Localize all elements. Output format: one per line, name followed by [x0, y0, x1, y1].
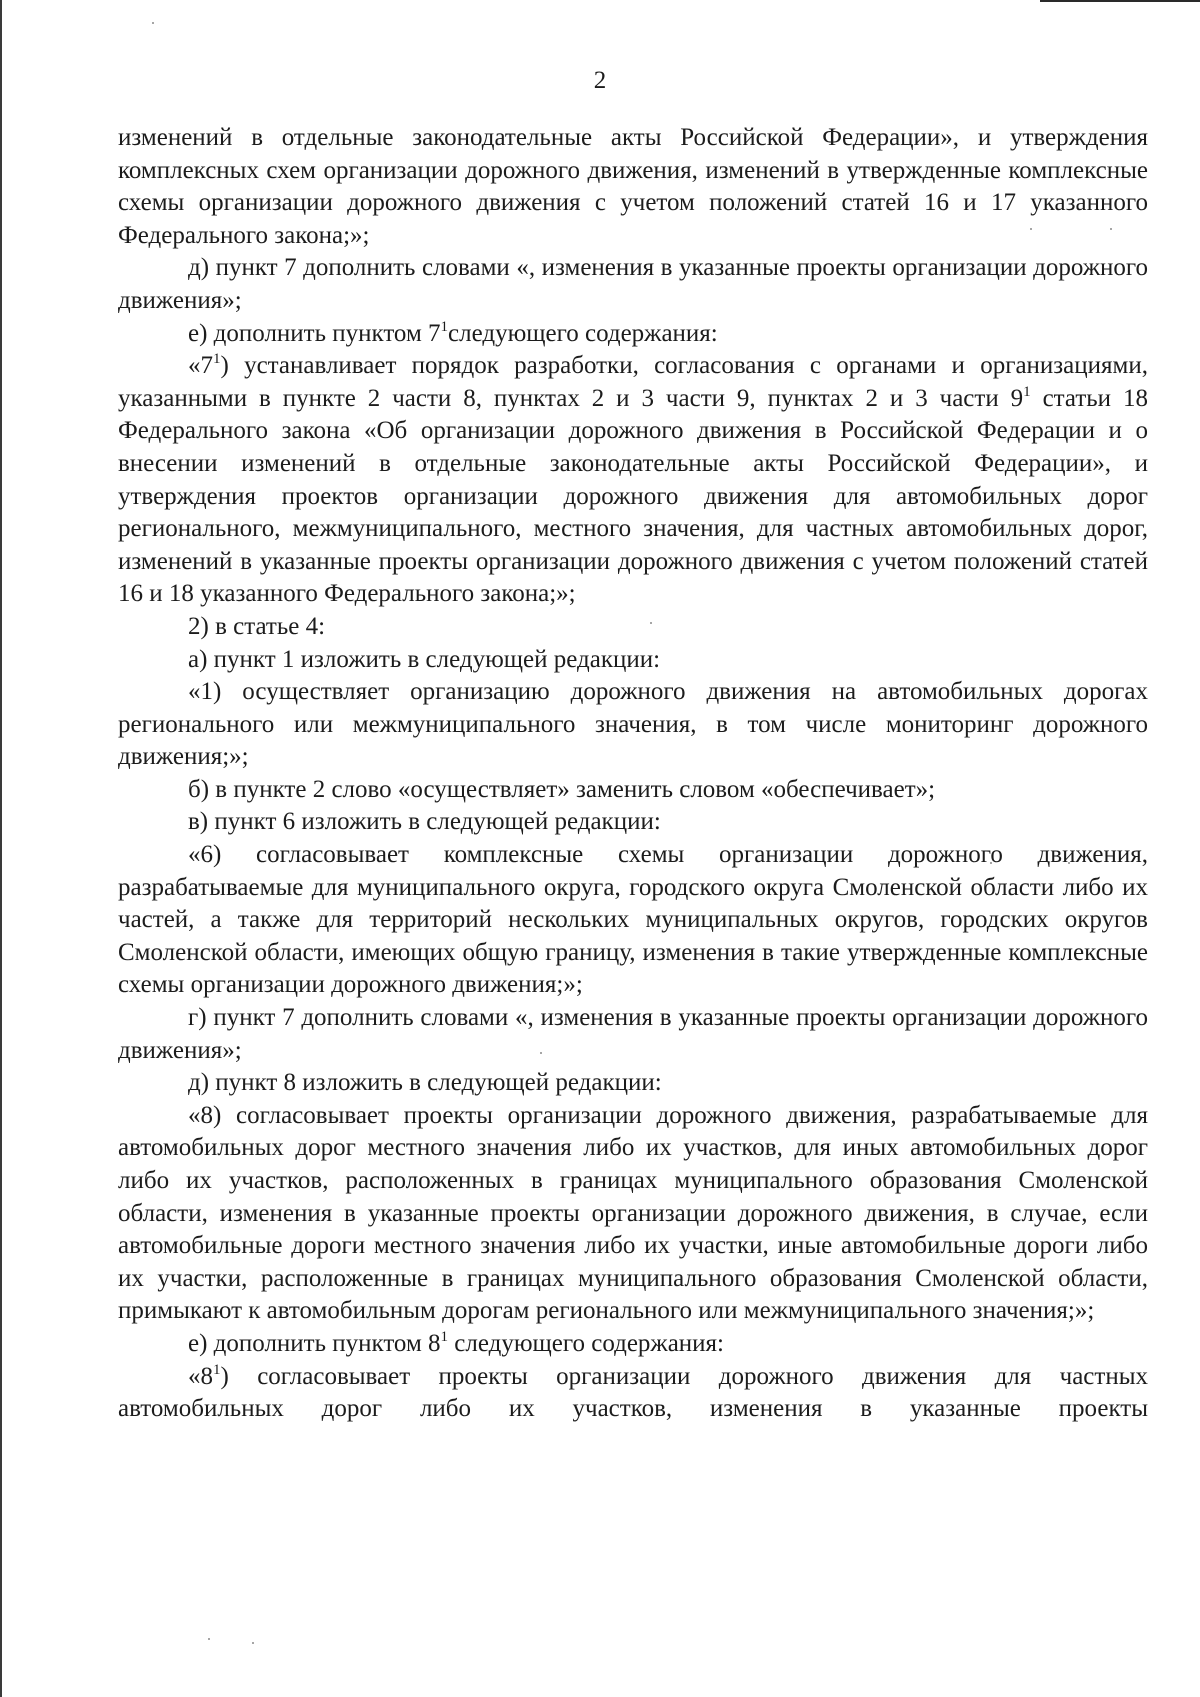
superscript: 1: [440, 1328, 449, 1345]
paragraph-text: ) устанавливает порядок разработки, согласования с органами и организациями, указанными в пункте 2 части 8, пунктах 2 и 3 части 9, пунктах 2 и 3 части 9: [118, 352, 1148, 412]
page-number: 2: [593, 67, 607, 94]
paragraph-item-a: а) пункт 1 изложить в следующей редакции:: [188, 645, 661, 673]
scan-speck: [252, 1642, 254, 1644]
paragraph-text: следующего содержания:: [448, 319, 718, 347]
paragraph-item-g: г) пункт 7 дополнить словами «, изменения в указанные проекты организации дорожного движения»;: [118, 1004, 1148, 1064]
paragraph-text: статьи 18 Федерального закона «Об организации дорожного движения в Российской Федерации и о внесении изменений в отдельные законодательные акты Российской Федерации», и утверждения проектов организации дорожного движения для автомобильных дорог регионального, межмуниципального, местного значения, для частных автомобильных дорог, изменений в указанные проекты организации дорожного движения с учетом положений статей 16 и 18 указанного Федерального закона;»;: [118, 384, 1148, 608]
paragraph-item-b: б) в пункте 2 слово «осуществляет» заменить словом «обеспечивает»;: [188, 775, 936, 803]
paragraph-article-4: 2) в статье 4:: [188, 612, 326, 640]
superscript: 1: [213, 351, 221, 368]
paragraph-text: следующего содержания:: [448, 1329, 724, 1357]
paragraph-point-1: «1) осуществляет организацию дорожного движения на автомобильных дорогах регионального или межмуниципального значения, в том числе мониторинг дорожного движения;»;: [118, 678, 1148, 771]
scan-left-edge-line: [0, 0, 2, 1697]
superscript: 1: [1023, 383, 1031, 400]
paragraph-point-8-1: [118, 1361, 1148, 1426]
paragraph-item-d: д) пункт 7 дополнить словами «, изменения в указанные проекты организации дорожного движения»;: [118, 254, 1148, 314]
paragraph-point-7-1: [118, 350, 1148, 611]
paragraph-text: е) дополнить пунктом 7: [188, 319, 441, 347]
paragraph-point-6: «6) согласовывает комплексные схемы организации дорожного движения, разрабатываемые для муниципального округа, городского округа Смоленской области либо их частей, а также для территорий нескольких муниципальных округов, городских округов Смоленской области, имеющих общую границу, изменения в такие утвержденные комплексные схемы организации дорожного движения;»;: [118, 841, 1148, 999]
paragraph-text: «8: [188, 1362, 213, 1390]
superscript: 1: [213, 1361, 221, 1378]
paragraph-continuation: изменений в отдельные законодательные акты Российской Федерации», и утверждения комплексных схем организации дорожного движения, изменений в утвержденные комплексные схемы организации дорожного движения с учетом положений статей 16 и 17 указанного Федерального закона;»;: [118, 124, 1148, 249]
paragraph-point-8: «8) согласовывает проекты организации дорожного движения, разрабатываемые для автомобильных дорог местного значения либо их участков, для иных автомобильных дорог либо их участков, расположенных в границах муниципального образования Смоленской области, изменения в указанные проекты организации дорожного движения, в случае, если автомобильные дороги местного значения либо их участки, иные автомобильные дороги либо их участки, расположенные в границах муниципального образования Смоленской области, примыкают к автомобильным дорогам регионального или межмуниципального значения;»;: [118, 1101, 1148, 1325]
scan-top-edge-line: [1040, 0, 1200, 2]
paragraph-text: «7: [188, 352, 213, 380]
scan-speck: [152, 22, 154, 24]
superscript: 1: [440, 318, 449, 335]
paragraph-item-v: в) пункт 6 изложить в следующей редакции:: [188, 808, 661, 836]
paragraph-item-e: [118, 318, 1148, 351]
paragraph-text: ) согласовывает проекты организации дорожного движения для частных автомобильных дорог либо их участков, изменения в указанные проекты: [118, 1362, 1148, 1423]
scan-speck: [208, 1638, 210, 1640]
paragraph-item-e2: [118, 1328, 1148, 1361]
paragraph-text: е) дополнить пунктом 8: [188, 1329, 441, 1357]
paragraph-item-d2: д) пункт 8 изложить в следующей редакции:: [188, 1069, 662, 1097]
document-body: [118, 122, 1148, 1426]
